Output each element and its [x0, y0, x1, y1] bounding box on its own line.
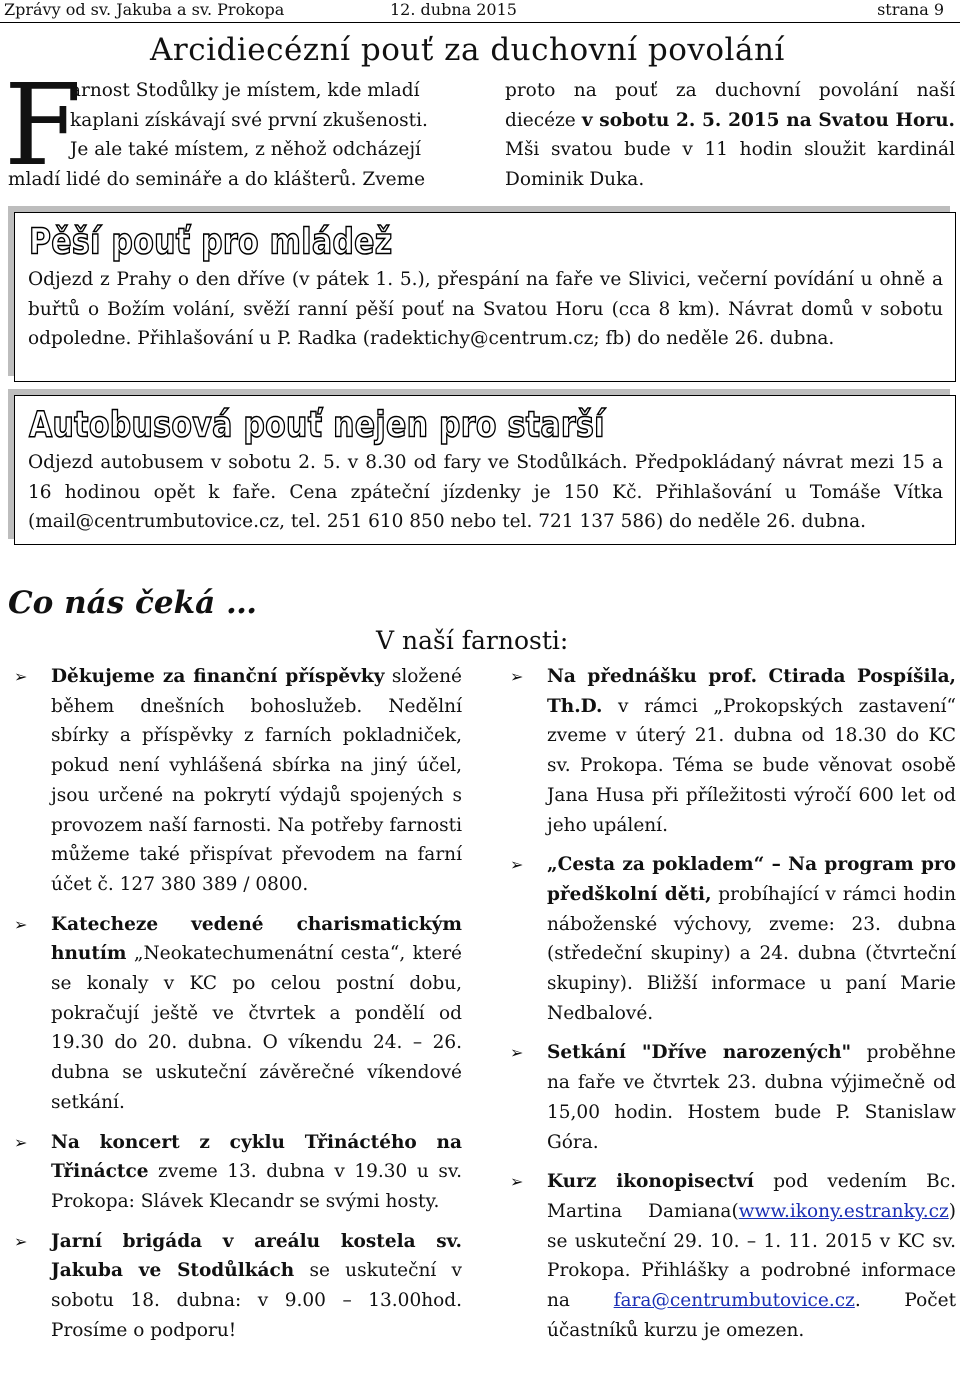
- item-heading: Katecheze vedené charismatickým hnutím: [51, 913, 462, 965]
- item-heading: Děkujeme za finanční příspěvky: [51, 666, 385, 687]
- intro-line-1: arnost Stodůlky je místem, kde mladí: [70, 80, 420, 101]
- arrow-bullet-icon: ➢: [510, 1043, 524, 1063]
- newsletter-name: Zprávy od sv. Jakuba a sv. Prokopa: [4, 0, 285, 19]
- article-intro-left: [8, 76, 460, 195]
- icon-course-website-link[interactable]: www.ikony.estranky.cz: [738, 1200, 949, 1222]
- list-item: [510, 1167, 956, 1345]
- left-column: [14, 662, 462, 1355]
- intro-right-date: v sobotu 2. 5. 2015 na Svatou Horu.: [581, 109, 955, 131]
- list-item: [14, 662, 462, 900]
- item-text: probíhající v rámci hodin náboženské výchovy, zveme: 23. dubna (středeční skupiny) a 24. dubna (čtvrteční skupiny). Bližší informace u paní Marie Nedbalové.: [547, 883, 956, 1024]
- page-header: [0, 0, 960, 23]
- list-item: [510, 1038, 956, 1157]
- list-item: [510, 850, 956, 1028]
- page-number: strana 9: [877, 0, 944, 19]
- intro-line-3: Je ale také místem, z něhož odcházejí: [70, 139, 421, 161]
- item-heading: Setkání "Dříve narozených": [547, 1042, 852, 1064]
- list-item: [14, 910, 462, 1118]
- item-heading: Na přednášku prof. Ctirada Pospíšila, Th.D.: [547, 666, 956, 717]
- right-column: [510, 662, 956, 1355]
- item-text: se uskuteční v sobotu 18. dubna: v 9.00 – 13.00hod. Prosíme o podporu!: [51, 1260, 462, 1341]
- item-heading: Jarní brigáda v areálu kostela sv. Jakuba ve Stodůlkách: [51, 1230, 462, 1282]
- bus-pilgrimage-text: Odjezd autobusem v sobotu 2. 5. v 8.30 od fary ve Stodůlkách. Předpokládaný návrat mezi 15 a 16 hodinou opět k faře. Cena zpáteční jízdenky je 150 Kč. Přihlašování u Tomáše Vítka (mail@centrumbutovice.cz, tel. 251 610 850 nebo tel. 721 137 586) do neděle 26. dubna.: [28, 452, 943, 533]
- youth-pilgrimage-title: Pěší pouť pro mládež: [29, 221, 393, 263]
- arrow-bullet-icon: ➢: [14, 1132, 28, 1152]
- bus-pilgrimage-title: Autobusová pouť nejen pro starší: [29, 404, 605, 446]
- article-intro-right: [505, 76, 955, 195]
- intro-right-text-2: Mši svatou bude v 11 hodin sloužit kardinál Dominik Duka.: [505, 139, 955, 191]
- bus-pilgrimage-box: [14, 395, 956, 545]
- section-title: Co nás čeká …: [8, 585, 257, 621]
- item-text: proběhne na faře ve čtvrtek 23. dubna výjimečně od 15,00 hodin. Hostem bude P. Stanislaw Góra.: [547, 1042, 956, 1153]
- youth-pilgrimage-text: Odjezd z Prahy o den dříve (v pátek 1. 5.), přespání na faře ve Slivici, večerní povídání u ohně a buřtů o Božím volání, svěží ranní pěší pouť na Svatou Horu (cca 8 km). Návrat domů v sobotu odpoledne. Přihlašování u P. Radka (radektichy@centrum.cz; fb) do neděle 26. dubna.: [28, 269, 943, 350]
- list-item: [14, 1227, 462, 1346]
- item-text: v rámci „Prokopských zastavení“ zveme v úterý 21. dubna od 18.30 do KC sv. Prokopa. Téma se bude věnovat osobě Jana Husa při příležitosti výročí 600 let od jeho upálení.: [547, 695, 956, 836]
- item-text: „Neokatechumenátní cesta“, které se konaly v KC po celou postní dobu, pokračují ještě ve čtvrtek a pondělí od 19.30 do 20. dubna. O víkendu 24. – 26. dubna se uskuteční závěrečné víkendové setkání.: [51, 943, 462, 1113]
- arrow-bullet-icon: ➢: [510, 667, 524, 686]
- youth-pilgrimage-box: [14, 212, 956, 382]
- intro-line-4: mladí lidé do semináře a do klášterů. Zveme: [8, 169, 426, 191]
- item-heading: Na koncert z cyklu Třináctého na Třináctce: [51, 1131, 462, 1183]
- parish-email-link[interactable]: fara@centrumbutovice.cz: [613, 1290, 855, 1312]
- arrow-bullet-icon: ➢: [510, 855, 524, 875]
- list-item: [14, 1128, 462, 1217]
- issue-date: 12. dubna 2015: [390, 0, 517, 19]
- item-heading: Kurz ikonopisectví: [547, 1171, 754, 1193]
- intro-right-text-1: proto na pouť za duchovní povolání naší diecéze: [505, 80, 955, 131]
- section-subtitle: V naší farnosti:: [376, 626, 569, 655]
- item-text: ) se uskuteční 29. 10. – 1. 11. 2015 v KC sv. Prokopa. Přihlášky a podrobné informace na: [547, 1200, 956, 1312]
- drop-cap: F: [4, 61, 82, 191]
- item-heading: „Cesta za pokladem“ – Na program pro předškolní děti,: [547, 854, 956, 905]
- list-item: [510, 662, 956, 840]
- item-text: složené během dnešních bohoslužeb. Nedělní sbírky a příspěvky z farních pokladniček, pokud není vyhlášená sbírka na jiný účel, jsou určené na pokrytí výdajů spojených s provozem naší farnosti. Na potřeby farnosti můžeme také přispívat převodem na farní účet č. 127 380 389 / 0800.: [51, 666, 462, 895]
- item-text: pod vedením Bc. Martina Damiana(: [547, 1171, 956, 1222]
- intro-line-2: kaplani získávají své první zkušenosti.: [70, 109, 428, 131]
- arrow-bullet-icon: ➢: [510, 1172, 524, 1192]
- item-text: zveme 13. dubna v 19.30 u sv. Prokopa: Slávek Klecandr se svými hosty.: [51, 1161, 462, 1212]
- arrow-bullet-icon: ➢: [14, 914, 28, 934]
- arrow-bullet-icon: ➢: [14, 667, 28, 686]
- article-title: Arcidiecézní pouť za duchovní povolání: [150, 32, 785, 68]
- arrow-bullet-icon: ➢: [14, 1231, 28, 1251]
- item-text: . Počet účastníků kurzu je omezen.: [547, 1290, 957, 1341]
